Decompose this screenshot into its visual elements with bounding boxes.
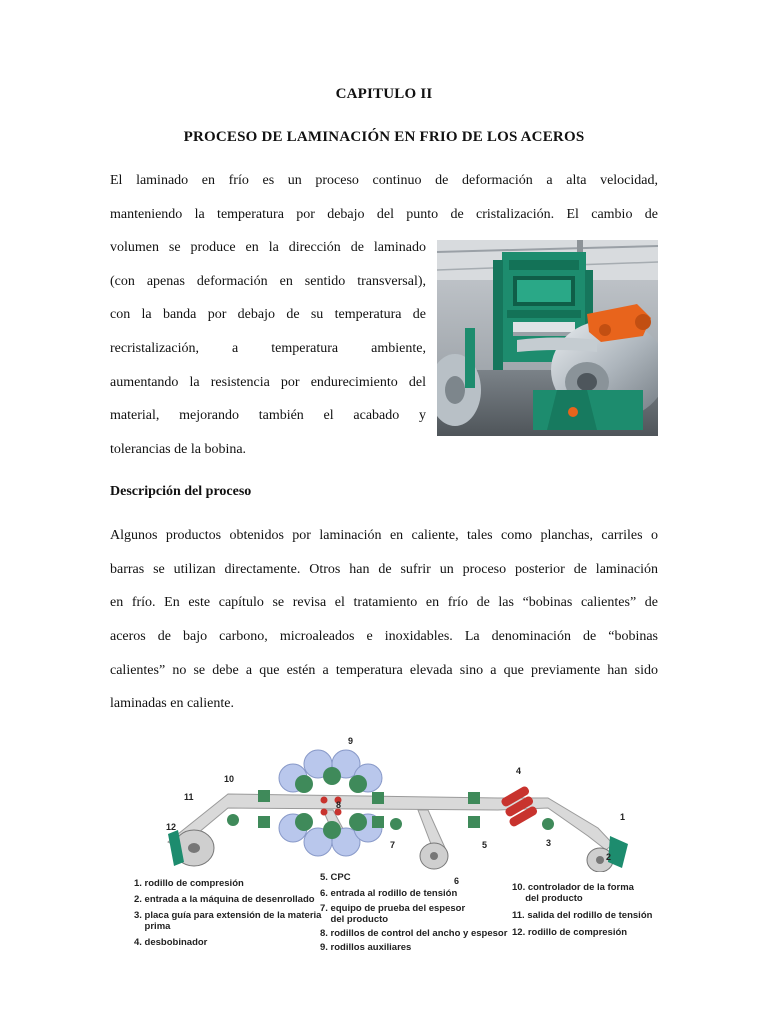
compression-roll-left <box>168 830 214 866</box>
body-line: Algunos productos obtenidos por laminación en caliente, tales como planchas, carriles o <box>110 528 658 543</box>
body-paragraph <box>110 519 658 721</box>
legend-item: 2. entrada a la máquina de desenrollado <box>134 894 315 905</box>
legend-item: 9. rodillos auxiliares <box>320 942 412 953</box>
body-line: en frío. En este capítulo se revisa el tratamiento en frío de las “bobinas calientes” de <box>110 595 658 611</box>
intro-line: manteniendo la temperatura por debajo del punto de cristalización. El cambio de <box>110 206 658 222</box>
callout-number: 11 <box>184 792 194 802</box>
callout-number: 4 <box>516 766 522 776</box>
callout-number: 10 <box>224 774 235 784</box>
intro-line: con la banda por debajo de su temperatura de <box>110 307 426 323</box>
page-title: PROCESO DE LAMINACIÓN EN FRIO DE LOS ACEROS <box>183 129 585 145</box>
intro-paragraph <box>110 164 658 231</box>
legend-item: 8. rodillos de control del ancho y espesor <box>320 928 508 939</box>
intro-line: tolerancias de la bobina. <box>110 442 247 458</box>
callout-number: 6 <box>454 876 460 886</box>
intro-line: recristalización, a temperatura ambiente, <box>110 341 426 357</box>
legend-item: 4. desbobinador <box>134 937 208 948</box>
intro-line: material, mejorando también el acabado y <box>110 408 426 424</box>
body-line: barras se utilizan directamente. Otros han de sufrir un proceso posterior de laminación <box>110 561 658 577</box>
callout-number: 1 <box>620 812 626 822</box>
rolling-mill-photo <box>437 240 658 436</box>
section-title: Descripción del proceso <box>110 484 252 499</box>
intro-line: volumen se produce en la dirección de laminado <box>110 240 426 255</box>
body-line: aceros de bajo carbono, microaleados e inoxidables. La denominación de “bobinas <box>110 629 658 645</box>
callout-number: 9 <box>348 736 354 746</box>
legend-item: 10. controlador de la forma del producto <box>512 882 634 904</box>
chapter-heading: CAPITULO II <box>335 86 433 102</box>
callout-number: 3 <box>546 838 552 848</box>
legend-item: 12. rodillo de compresión <box>512 927 628 938</box>
callout-number: 8 <box>336 800 342 810</box>
cold-rolling-diagram <box>128 732 652 957</box>
tension-roll <box>420 843 448 869</box>
legend-item: 7. equipo de prueba del espesor del producto <box>320 903 466 925</box>
legend-item: 5. CPC <box>320 872 351 883</box>
legend-item: 1. rodillo de compresión <box>134 878 244 889</box>
legend-item: 6. entrada al rodillo de tensión <box>320 888 458 899</box>
intro-line: El laminado en frío es un proceso continuo de deformación a alta velocidad, <box>110 173 658 188</box>
legend-item: 11. salida del rodillo de tensión <box>512 910 653 921</box>
callout-number: 12 <box>166 822 177 832</box>
intro-line: aumentando la resistencia por endurecimiento del <box>110 374 426 390</box>
callout-number: 7 <box>390 840 396 850</box>
callout-number: 2 <box>606 852 612 862</box>
body-line: laminadas en caliente. <box>110 696 234 712</box>
legend-item: 3. placa guía para extensión de la materia prima <box>134 910 322 932</box>
body-line: calientes” no se debe a que estén a temperatura elevada sino a que previamente han sido <box>110 662 658 678</box>
intro-wrap-column <box>110 231 426 467</box>
intro-line: (con apenas deformación en sentido transversal), <box>110 273 426 289</box>
callout-number: 5 <box>482 840 488 850</box>
